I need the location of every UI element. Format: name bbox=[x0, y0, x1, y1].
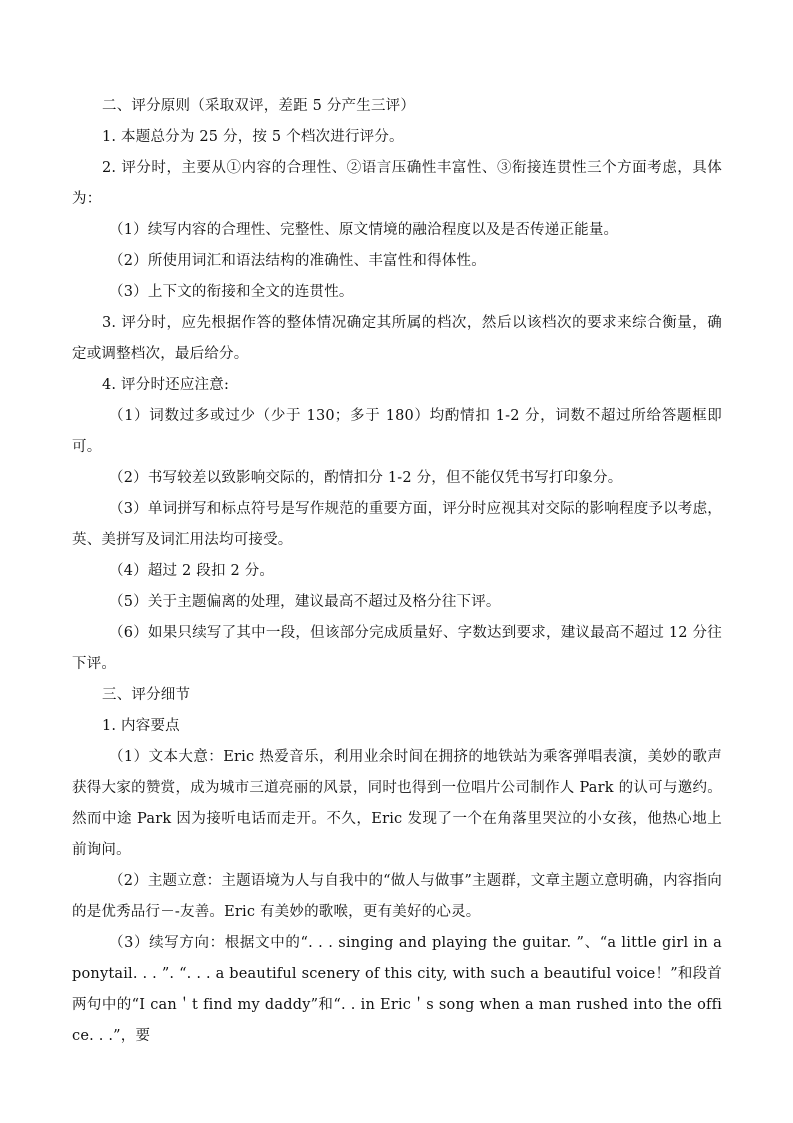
detail-subitem-text-summary: （1）文本大意：Eric 热爱音乐，利用业余时间在拥挤的地铁站为乘客弹唱表演，美妙的歌声获得大家的赞赏，成为城市三道亮丽的风景，同时也得到一位唱片公司制作人 Park 的认可与邀约。然而中途 Park 因为接听电话而走开。不久，Eric 发现了一个在角落里哭泣的小女孩，他热心地上前询问。 bbox=[72, 749, 722, 858]
principle-subitem-3: （3）上下文的衔接和全文的连贯性。 bbox=[109, 284, 354, 300]
detail-subitem-continuation-direction: （3）续写方向：根据文中的“. . . singing and playing the guitar. ”、“a little girl in a ponytail. . . ”. “. . . a beautiful scenery of this city, with such a beautiful voice！”和段首两句中的“I can＇t find my daddy”和“. . in Eric＇s song when a man rushed into the office. . .”，要 bbox=[72, 935, 722, 1044]
principle-subitem-2: （2）所使用词汇和语法结构的准确性、丰富性和得体性。 bbox=[109, 253, 486, 269]
note-item-5: （5）关于主题偏离的处理，建议最高不超过及格分往下评。 bbox=[109, 594, 501, 610]
note-item-2: （2）书写较差以致影响交际的，酌情扣分 1-2 分，但不能仅凭书写打印象分。 bbox=[109, 470, 623, 486]
principle-subitem-1: （1）续写内容的合理性、完整性、原文情境的融洽程度以及是否传递正能量。 bbox=[109, 222, 619, 238]
principle-item-2: 2. 评分时，主要从①内容的合理性、②语言压确性丰富性、③衔接连贯性三个方面考虑，具体为： bbox=[72, 160, 722, 207]
principle-item-3: 3. 评分时，应先根据作答的整体情况确定其所属的档次，然后以该档次的要求来综合衡量，确定或调整档次，最后给分。 bbox=[72, 315, 722, 362]
note-item-4: （4）超过 2 段扣 2 分。 bbox=[109, 563, 275, 579]
section-heading-scoring-details: 三、评分细节 bbox=[102, 687, 191, 703]
detail-subitem-theme: （2）主题立意：主题语境为人与自我中的“做人与做事”主题群，文章主题立意明确，内容指向的是优秀品行－-友善。Eric 有美妙的歌喉，更有美好的心灵。 bbox=[72, 873, 722, 920]
principle-item-4: 4. 评分时还应注意: bbox=[102, 377, 230, 393]
detail-item-1: 1. 内容要点 bbox=[102, 718, 180, 734]
section-heading-scoring-principles: 二、评分原则（采取双评，差距 5 分产生三评） bbox=[102, 98, 416, 114]
note-item-1: （1）词数过多或过少（少于 130；多于 180）均酌情扣 1-2 分，词数不超过所给答题框即可。 bbox=[72, 408, 722, 455]
principle-item-1: 1. 本题总分为 25 分，按 5 个档次进行评分。 bbox=[102, 129, 404, 145]
document-body bbox=[72, 91, 722, 1052]
note-item-3: （3）单词拼写和标点符号是写作规范的重要方面，评分时应视其对交际的影响程度予以考虑，英、美拼写及词汇用法均可接受。 bbox=[72, 501, 722, 548]
note-item-6: （6）如果只续写了其中一段，但该部分完成质量好、字数达到要求，建议最高不超过 12 分往下评。 bbox=[72, 625, 722, 672]
